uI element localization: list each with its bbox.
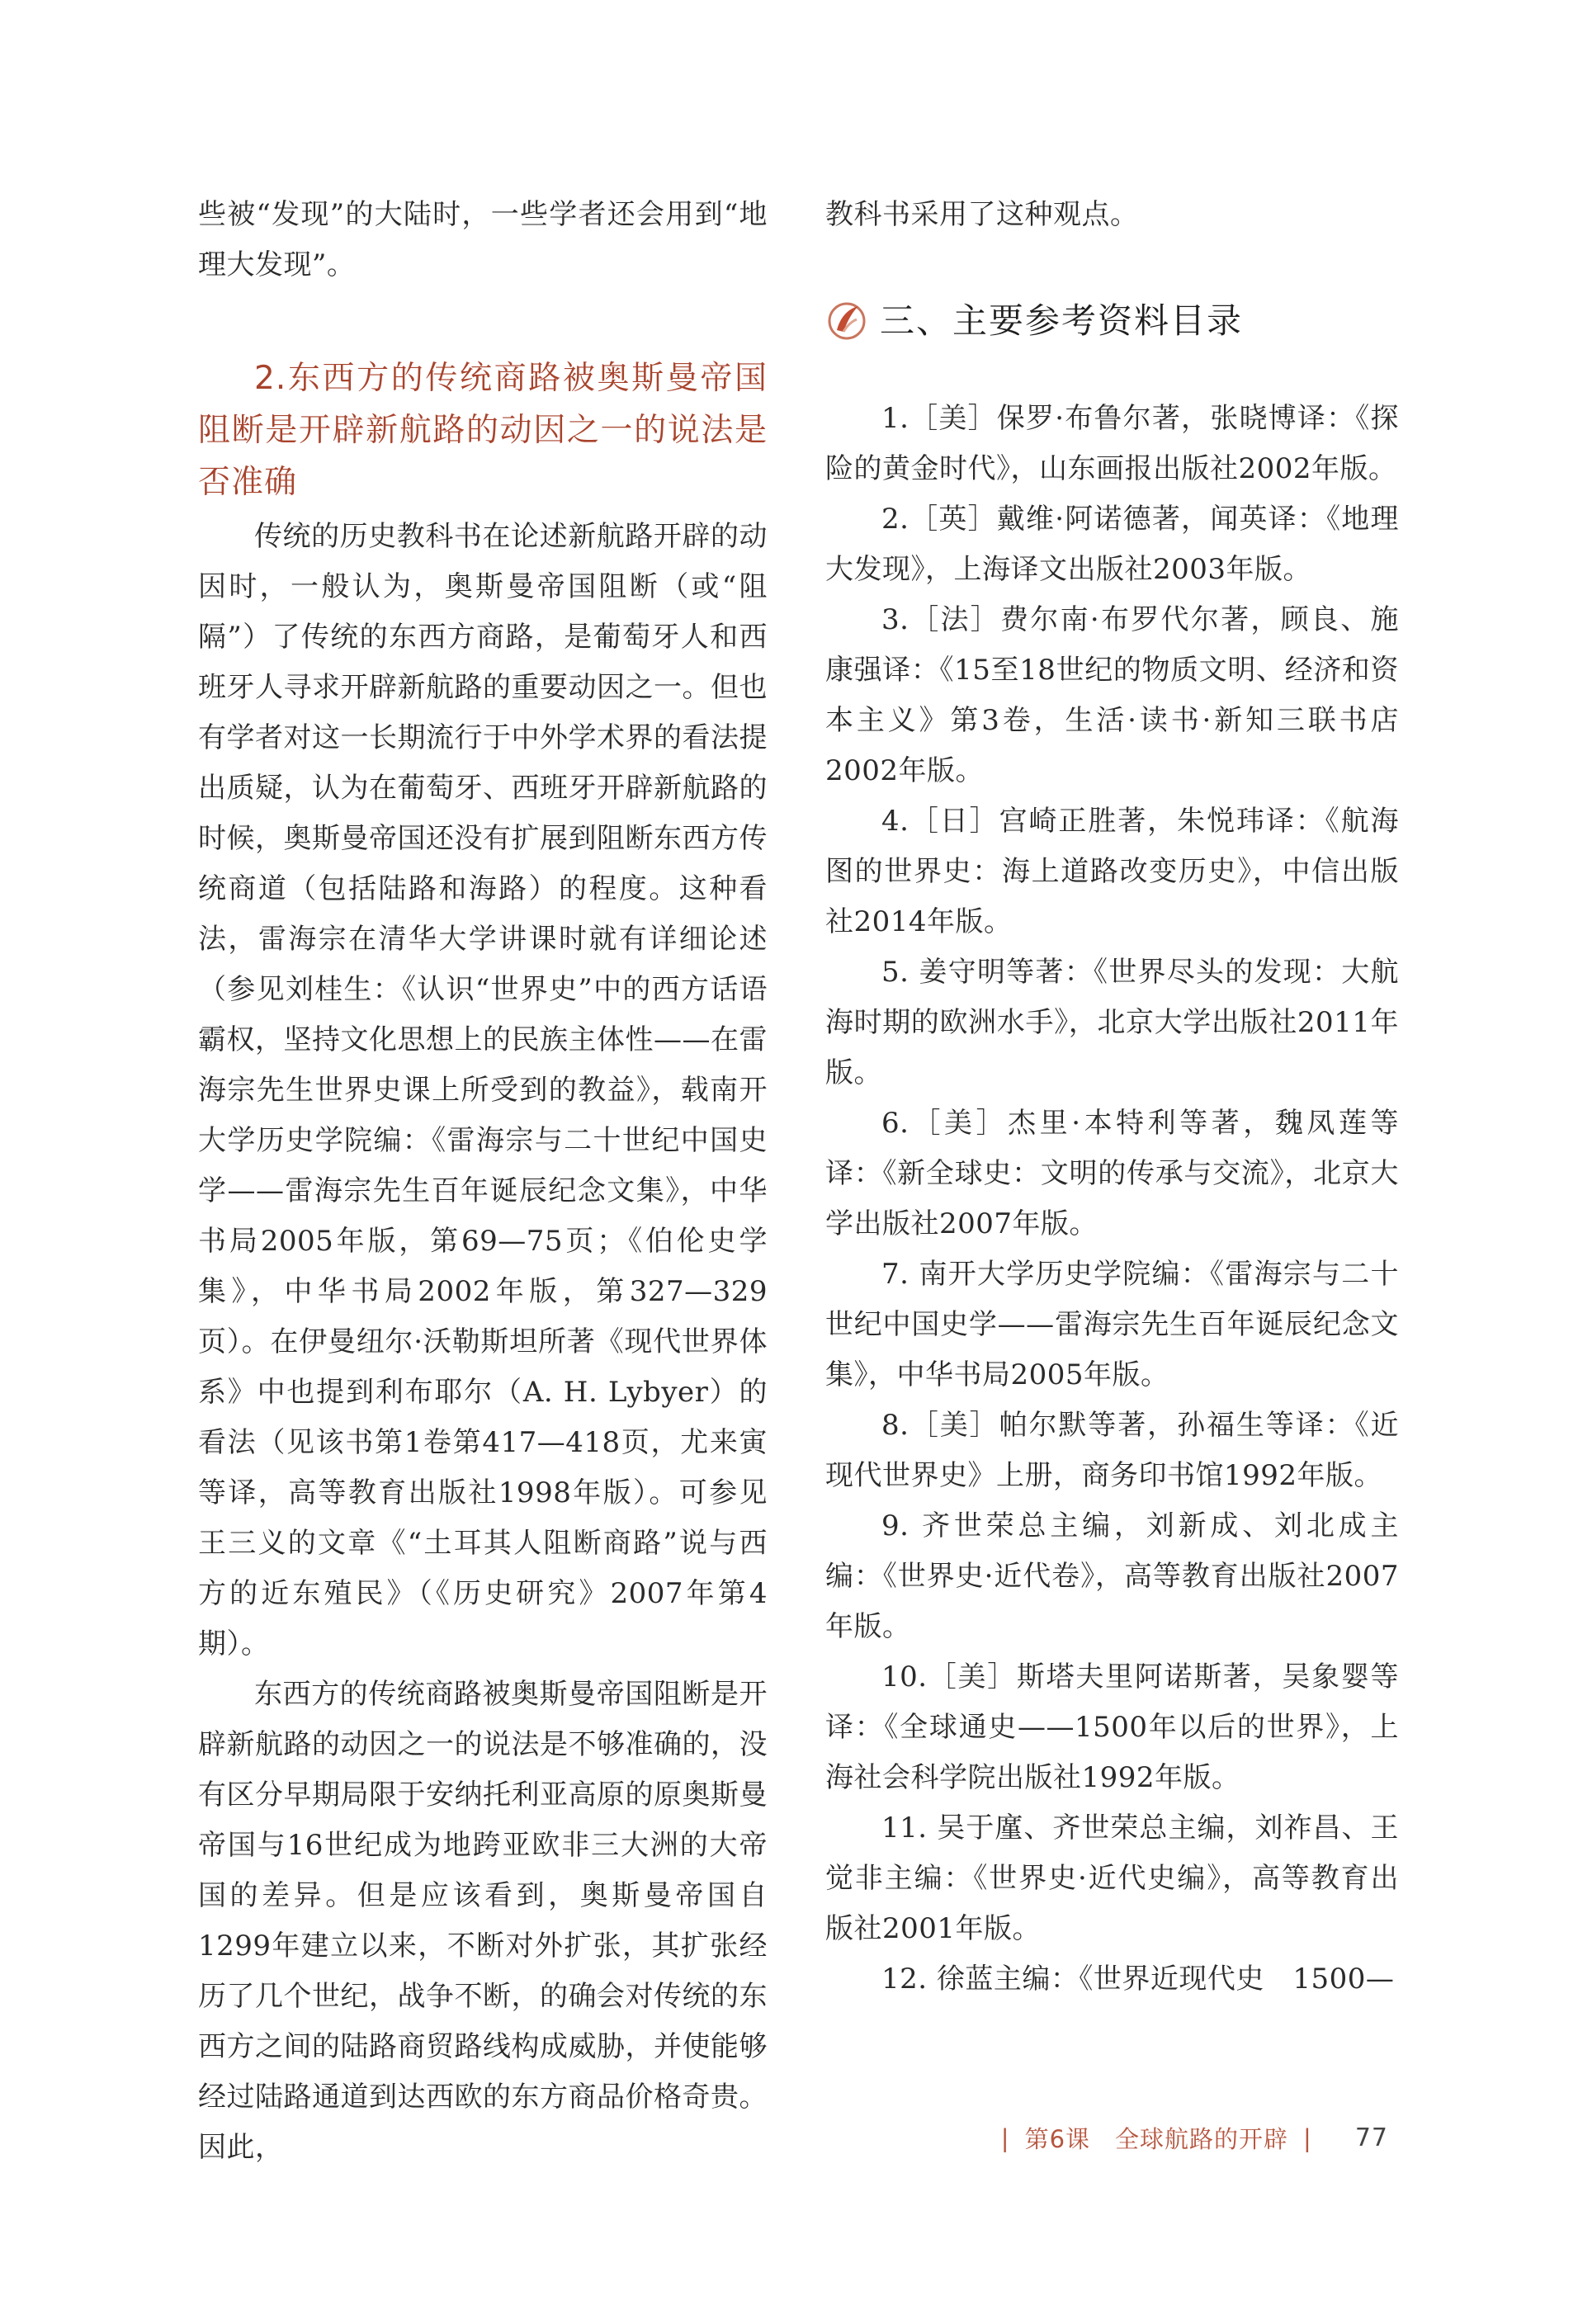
right-intro-paragraph: 教科书采用了这种观点。 [825,198,1139,231]
reference-item: 9. 齐世荣总主编，刘新成、刘北成主编：《世界史·近代卷》，高等教育出版社2007年版。 [825,1509,1399,1643]
footer-lesson-number: 第6课 [1024,2125,1091,2153]
page-footer [986,2121,1388,2155]
section-heading [825,291,1399,349]
brush-stroke-icon [825,299,868,342]
reference-item: 7. 南开大学历史学院编：《雷海宗与二十世纪中国史学——雷海宗先生百年诞辰纪念文集》，中华书局2005年版。 [825,1258,1399,1391]
subsection-title: 东西方的传统商路被奥斯曼帝国阻断是开辟新航路的动因之一的说法是否准确 [198,360,768,501]
page-number: 77 [1354,2123,1388,2152]
left-column [198,190,768,2173]
right-column [825,190,1399,2005]
reference-list [825,394,1399,2005]
body-paragraph-1: 传统的历史教科书在论述新航路开辟的动因时，一般认为，奥斯曼帝国阻断（或“阻隔”）了传统的东西方商路，是葡萄牙人和西班牙人寻求开辟新航路的重要动因之一。但也有学者对这一长期流行于中外学术界的看法提出质疑，认为在葡萄牙、西班牙开辟新航路的时候，奥斯曼帝国还没有扩展到阻断东西方传统商道（包括陆路和海路）的程度。这种看法，雷海宗在清华大学讲课时就有详细论述（参见刘桂生：《认识“世界史”中的西方话语霸权，坚持文化思想上的民族主体性——在雷海宗先生世界史课上所受到的教益》，载南开大学历史学院编：《雷海宗与二十世纪中国史学——雷海宗先生百年诞辰纪念文集》，中华书局2005年版，第69—75页；《伯伦史学集》，中华书局2002年版，第327—329页）。在伊曼纽尔·沃勒斯坦所著《现代世界体系》中也提到利布耶尔（A. H. Lybyer）的看法（见该书第1卷第417—418页，尤来寅等译，高等教育出版社1998年版）。可参见王三义的文章《“土耳其人阻断商路”说与西方的近东殖民》（《历史研究》2007年第4期）。 [198,520,768,1660]
body-paragraph-2: 东西方的传统商路被奥斯曼帝国阻断是开辟新航路的动因之一的说法是不够准确的，没有区分早期局限于安纳托利亚高原的原奥斯曼帝国与16世纪成为地跨亚欧非三大洲的大帝国的差异。但是应该看到，奥斯曼帝国自1299年建立以来，不断对外扩张，其扩张经历了几个世纪，战争不断，的确会对传统的东西方之间的陆路商贸路线构成威胁，并使能够经过陆路通道到达西欧的东方商品价格奇贵。因此， [198,1678,768,2164]
reference-item: 12. 徐蓝主编：《世界近现代史 1500— [881,1963,1395,1996]
reference-item: 11. 吴于廑、齐世荣总主编，刘祚昌、王觉非主编：《世界史·近代史编》，高等教育出版社2001年版。 [825,1811,1399,1945]
section-title: 三、主要参考资料目录 [880,300,1244,341]
reference-item: 10.［美］斯塔夫里阿诺斯著，吴象婴等译：《全球通史——1500年以后的世界》，上海社会科学院出版社1992年版。 [825,1660,1399,1794]
reference-item: 5. 姜守明等著：《世界尽头的发现：大航海时期的欧洲水手》，北京大学出版社2011年版。 [825,956,1399,1089]
reference-item: 2.［英］戴维·阿诺德著，闻英译：《地理大发现》，上海译文出版社2003年版。 [825,503,1399,586]
reference-item: 3.［法］费尔南·布罗代尔著，顾良、施康强译：《15至18世纪的物质文明、经济和资本主义》第3卷，生活·读书·新知三联书店2002年版。 [825,603,1399,787]
reference-item: 4.［日］宫崎正胜著，朱悦玮译：《航海图的世界史：海上道路改变历史》，中信出版社2014年版。 [825,805,1399,938]
footer-lesson-title: 全球航路的开辟 [1115,2125,1289,2153]
subsection-number: 2. [254,360,287,397]
reference-item: 8.［美］帕尔默等著，孙福生等译：《近现代世界史》上册，商务印书馆1992年版。 [825,1409,1399,1492]
reference-item: 1.［美］保罗·布鲁尔著，张晓博译：《探险的黄金时代》，山东画报出版社2002年版。 [825,402,1399,485]
subsection-heading [198,352,768,508]
footer-divider-right: | [1303,2123,1312,2152]
reference-item: 6.［美］杰里·本特利等著，魏凤莲等译：《新全球史：文明的传承与交流》，北京大学出版社2007年版。 [825,1107,1399,1240]
left-intro-paragraph: 些被“发现”的大陆时，一些学者还会用到“地理大发现”。 [198,198,768,281]
footer-divider-left: | [1000,2123,1010,2152]
